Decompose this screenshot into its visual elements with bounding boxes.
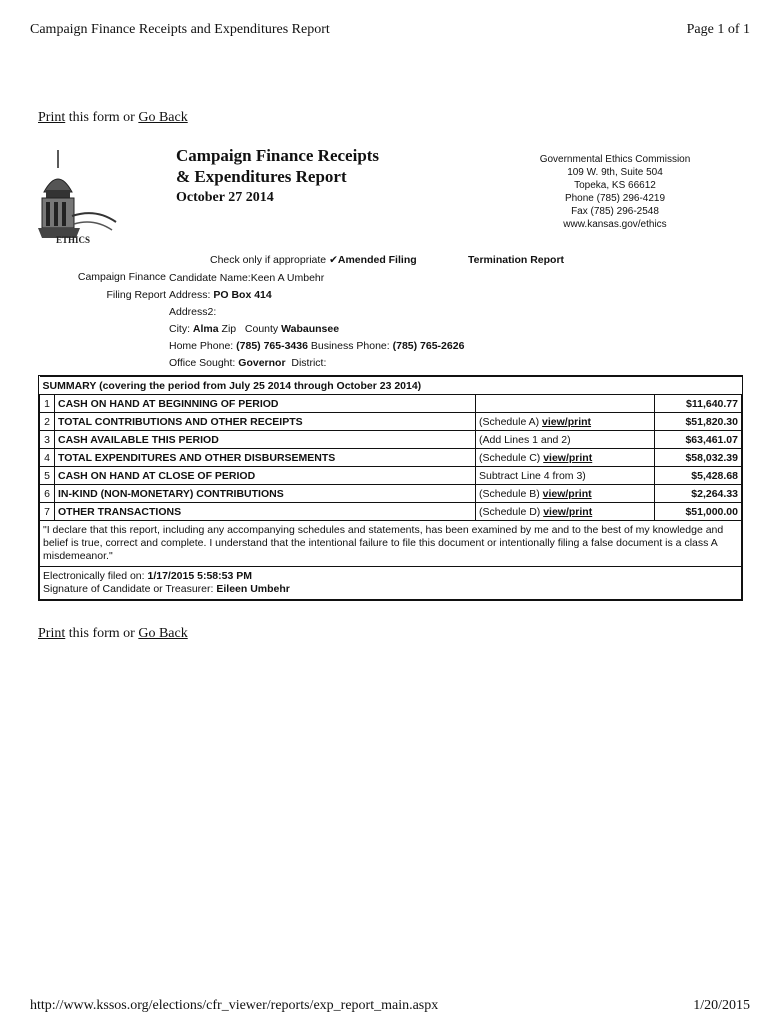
home-phone-value: (785) 765-3436 <box>236 340 308 352</box>
signature-value: Eileen Umbehr <box>216 583 290 595</box>
city-row <box>169 321 464 338</box>
schedule-label: (Schedule A) <box>479 415 543 428</box>
agency-fax: Fax (785) 296-2548 <box>571 206 659 217</box>
candidate-name: Keen A Umbehr <box>250 272 325 284</box>
summary-row <box>40 395 742 413</box>
line-number: 4 <box>40 449 55 467</box>
district-label: District: <box>291 357 327 369</box>
print-footer-date: 1/20/2015 <box>693 998 750 1013</box>
schedule-label: (Add Lines 1 and 2) <box>479 433 571 446</box>
print-header-title: Campaign Finance Receipts and Expenditures Report <box>30 22 330 37</box>
termination-report-label: Termination Report <box>468 254 565 266</box>
schedule-label: (Schedule D) <box>479 505 544 518</box>
efile-cell <box>40 567 742 600</box>
print-page-number: Page 1 of 1 <box>686 22 750 37</box>
schedule-cell <box>476 413 655 431</box>
agency-name: Governmental Ethics Commission <box>539 154 691 165</box>
bottom-nav <box>38 626 188 642</box>
city-value: Alma <box>192 323 219 335</box>
schedule-cell <box>476 449 655 467</box>
candidate-info <box>169 270 464 372</box>
summary-heading-row <box>40 377 742 395</box>
candidate-name-label: Candidate Name: <box>169 272 251 284</box>
agency-street: 109 W. 9th, Suite 504 <box>567 167 663 178</box>
line-amount: $63,461.07 <box>655 431 742 449</box>
view-print-link[interactable]: view/print <box>542 415 592 428</box>
business-phone-label: Business Phone: <box>310 340 390 352</box>
address2-label: Address2: <box>169 306 217 318</box>
line-number: 1 <box>40 395 55 413</box>
phone-row <box>169 338 464 355</box>
line-label: TOTAL EXPENDITURES AND OTHER DISBURSEMENTS <box>55 449 476 467</box>
line-amount: $2,264.33 <box>655 485 742 503</box>
line-amount: $51,000.00 <box>655 503 742 521</box>
address-row <box>169 287 464 304</box>
print-link[interactable]: Print <box>38 626 66 641</box>
view-print-link[interactable]: view/print <box>543 505 593 518</box>
line-number: 2 <box>40 413 55 431</box>
summary-row <box>40 431 742 449</box>
agency-phone: Phone (785) 296-4219 <box>564 193 666 204</box>
office-row <box>169 355 464 372</box>
line-amount: $58,032.39 <box>655 449 742 467</box>
schedule-cell <box>476 395 655 413</box>
line-amount: $51,820.30 <box>655 413 742 431</box>
line-label: TOTAL CONTRIBUTIONS AND OTHER RECEIPTS <box>55 413 476 431</box>
go-back-link[interactable]: Go Back <box>138 110 188 125</box>
declaration-text: "I declare that this report, including any accompanying schedules and statements, has been examined by me and to the best of my knowledge and belief is true, correct and complete. I understand that the intentional failure to file this document or intentionally filing a false document is a class A misdemeanor." <box>40 521 742 567</box>
schedule-cell <box>476 467 655 485</box>
agency-web: www.kansas.gov/ethics <box>563 219 667 230</box>
efile-label: Electronically filed on: <box>43 570 145 582</box>
line-number: 5 <box>40 467 55 485</box>
county-label: County <box>244 323 279 335</box>
address-value: PO Box 414 <box>213 289 272 301</box>
agency-city: Topeka, KS 66612 <box>574 180 656 191</box>
amended-filing-label: Amended Filing <box>337 254 417 266</box>
home-phone-label: Home Phone: <box>169 340 234 352</box>
print-link[interactable]: Print <box>38 110 66 125</box>
report-title-line1: Campaign Finance Receipts <box>176 146 380 165</box>
line-amount: $11,640.77 <box>655 395 742 413</box>
summary-row <box>40 503 742 521</box>
schedule-label: (Schedule C) <box>479 451 544 464</box>
business-phone-value: (785) 765-2626 <box>392 340 465 352</box>
line-number: 7 <box>40 503 55 521</box>
line-number: 6 <box>40 485 55 503</box>
report-date: October 27 2014 <box>176 190 274 205</box>
efile-value: 1/17/2015 5:58:53 PM <box>147 570 252 582</box>
summary-row <box>40 467 742 485</box>
agency-address <box>520 153 710 231</box>
check-label: Check only if appropriate <box>210 254 327 266</box>
line-label: OTHER TRANSACTIONS <box>55 503 476 521</box>
office-label: Office Sought: <box>169 357 236 369</box>
view-print-link[interactable]: view/print <box>543 451 593 464</box>
print-footer-url: http://www.kssos.org/elections/cfr_viewer/reports/exp_report_main.aspx <box>30 998 439 1013</box>
signature-label: Signature of Candidate or Treasurer: <box>43 583 214 595</box>
nav-text: this form or <box>65 626 139 641</box>
top-nav <box>38 110 188 126</box>
view-print-link[interactable]: view/print <box>542 487 592 500</box>
nav-text: this form or <box>65 110 139 125</box>
summary-box <box>38 375 743 601</box>
amended-checkbox[interactable]: ✔ <box>329 254 338 266</box>
label-filing-report: Filing Report <box>106 289 166 301</box>
label-campaign-finance: Campaign Finance <box>77 271 166 283</box>
efile-row <box>40 567 742 600</box>
line-label: CASH AVAILABLE THIS PERIOD <box>55 431 476 449</box>
report-title-block <box>176 145 379 208</box>
declaration-row <box>40 521 742 567</box>
filing-report-labels <box>70 270 166 302</box>
schedule-cell <box>476 431 655 449</box>
zip-label: Zip <box>221 323 237 335</box>
summary-row <box>40 449 742 467</box>
summary-row <box>40 413 742 431</box>
schedule-cell <box>476 503 655 521</box>
line-number: 3 <box>40 431 55 449</box>
line-amount: $5,428.68 <box>655 467 742 485</box>
filing-type-row <box>210 254 417 266</box>
go-back-link[interactable]: Go Back <box>138 626 188 641</box>
address2-row <box>169 304 464 321</box>
schedule-cell <box>476 485 655 503</box>
report-title-line2: & Expenditures Report <box>176 167 347 186</box>
ethics-seal-logo <box>36 146 126 246</box>
summary-heading: SUMMARY (covering the period from July 25 2014 through October 23 2014) <box>40 377 742 395</box>
address-label: Address: <box>169 289 211 301</box>
line-label: IN-KIND (NON-MONETARY) CONTRIBUTIONS <box>55 485 476 503</box>
county-value: Wabaunsee <box>281 323 340 335</box>
summary-table <box>39 376 742 600</box>
schedule-label: (Schedule B) <box>479 487 543 500</box>
summary-row <box>40 485 742 503</box>
line-label: CASH ON HAND AT CLOSE OF PERIOD <box>55 467 476 485</box>
candidate-name-row <box>169 270 464 287</box>
city-label: City: <box>169 323 190 335</box>
office-value: Governor <box>238 357 286 369</box>
seal-text: ETHICS <box>56 235 91 245</box>
schedule-label: Subtract Line 4 from 3) <box>479 469 586 482</box>
line-label: CASH ON HAND AT BEGINNING OF PERIOD <box>55 395 476 413</box>
